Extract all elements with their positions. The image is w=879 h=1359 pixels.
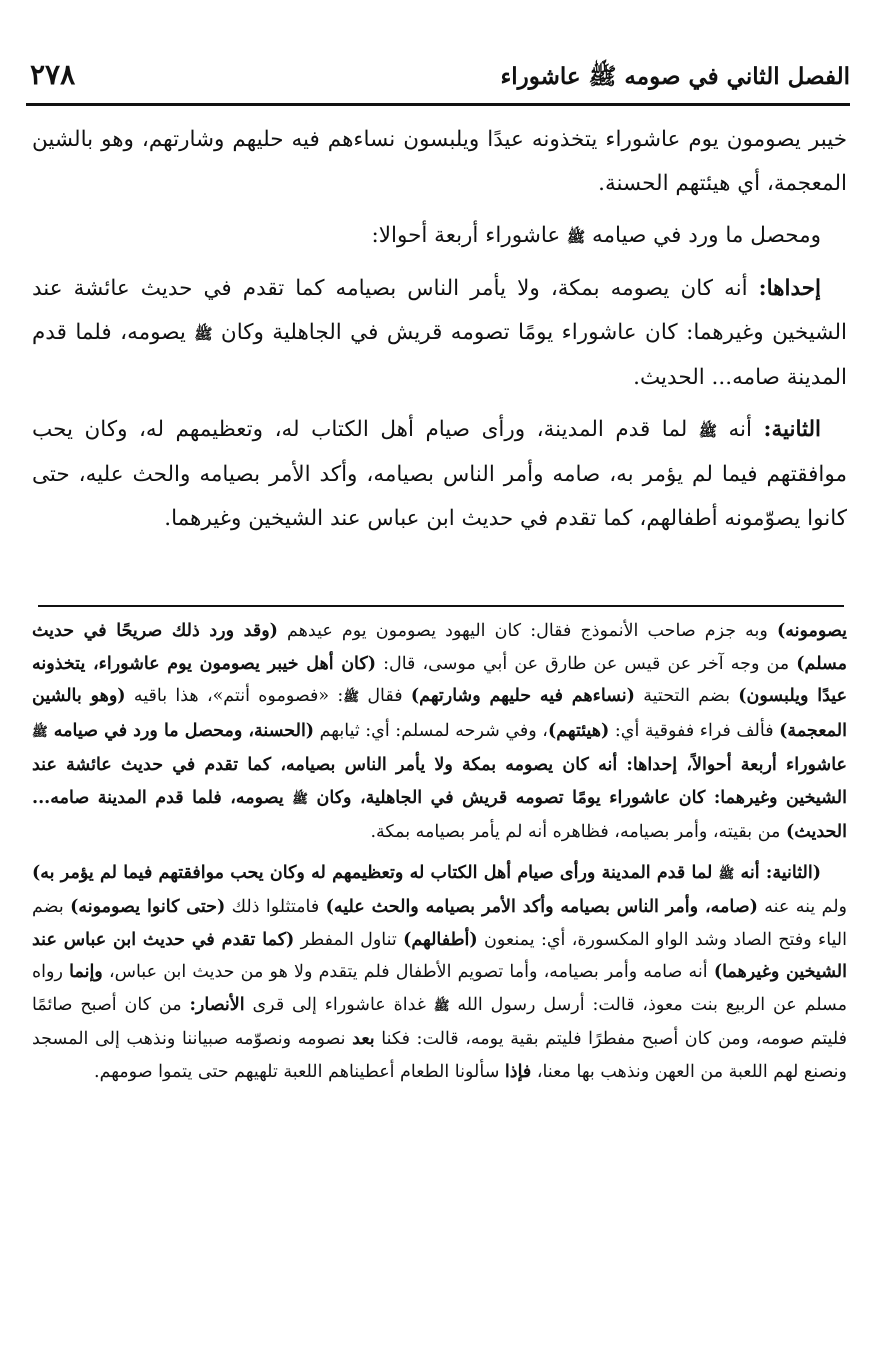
commentary-run: تناول المفطر: [294, 929, 404, 950]
main-text-run: يصومه، فلما قدم المدينة صامه... الحديث.: [32, 320, 847, 390]
main-text-run: خيبر يصومون يوم عاشوراء يتخذونه عيدًا ويلبسون نساءهم فيه حليهم وشارتهم، وهو بالشين المعجمة، أي هيئتهم الحسنة.: [32, 127, 847, 196]
commentary-run: غداة عاشوراء إلى قرى: [244, 994, 434, 1015]
commentary-footnotes: [32, 615, 847, 1096]
quoted-matn: (الثانية: أنه: [734, 862, 821, 883]
main-paragraph-3: [32, 267, 847, 400]
quoted-matn: الأنصار:: [189, 994, 245, 1015]
salawat-symbol: ﷺ: [718, 866, 735, 882]
quoted-matn: وإنما: [69, 962, 103, 982]
quoted-matn: فإذا: [504, 1061, 532, 1082]
quoted-matn: عاشوراء أربعة أحوالاً، إحداها: أنه كان يصومه بمكة ولا يأمر الناس بصيامه، كما تقدم في حديث عائشة عند الشيخين وغيرهما: كان عاشوراء يومًا تصومه قريش في الجاهلية، وكان: [32, 755, 847, 808]
commentary-run: وبه جزم صاحب الأنموذج فقال: كان اليهود يصومون يوم عيدهم: [277, 621, 777, 641]
footnote-paragraph-2: [32, 857, 847, 1089]
commentary-run: بضم الياء وفتح الصاد وشد الواو المكسورة، أي: يمنعون: [32, 897, 848, 950]
quoted-matn: (نساءهم فيه حليهم وشارتهم): [410, 686, 635, 706]
quoted-matn: (حتى كانوا يصومونه): [70, 897, 226, 917]
salawat-symbol: ﷺ: [567, 228, 586, 246]
quoted-matn: يصومه، فلما قدم المدينة صامه... الحديث): [32, 787, 847, 842]
quoted-matn: (الحسنة، ومحصل ما ورد في صيامه: [47, 720, 315, 741]
salawat-symbol: ﷺ: [31, 724, 48, 740]
commentary-run: بضم التحتية: [634, 686, 739, 706]
quoted-matn: (وقد ورد ذلك صريحًا في حديث مسلم): [32, 621, 847, 674]
commentary-run: : «فصوموه أنتم»، هذا باقيه: [125, 686, 344, 706]
footnote-divider: [38, 605, 844, 607]
commentary-run: فامتثلوا ذلك: [225, 897, 326, 917]
main-paragraph-1: [32, 118, 847, 206]
commentary-run: ، وفي شرحه لمسلم: أي: ثيابهم: [314, 720, 548, 741]
quoted-matn: يصومونه): [776, 621, 847, 641]
quoted-matn: (أطفالهم): [403, 929, 478, 950]
quoted-matn: (كما تقدم في حديث ابن عباس عند الشيخين وغيرهما): [32, 929, 848, 982]
salawat-symbol: ﷺ: [343, 690, 360, 705]
footnote-paragraph-1: [32, 615, 847, 849]
commentary-run: فألف فراء ففوقية أي:: [609, 720, 780, 741]
commentary-run: رواه مسلم عن الربيع بنت معوذ، قالت: أرسل رسول الله: [32, 962, 847, 1015]
salawat-symbol: ﷺ: [433, 998, 450, 1014]
commentary-run: ولم ينه عنه: [757, 897, 848, 917]
section-label: إحداها:: [758, 276, 821, 301]
salawat-symbol: ﷺ: [194, 325, 213, 343]
commentary-run: فقال: [359, 686, 411, 706]
quoted-matn: (صامه، وأمر الناس بصيامه وأكد الأمر بصيامه والحث عليه): [325, 897, 758, 917]
commentary-run: من كان أصبح صائمًا فليتم صومه، ومن كان أصبح مفطرًا فليتم بقية يومه، قالت: فكنا: [32, 994, 847, 1049]
main-text-run: لما قدم المدينة، ورأى صيام أهل الكتاب له، وتعظيمهم له، وكان يحب موافقتهم فيما لم يؤمر به، صامه وأمر الناس بصيامه، وأكد الأمر بصيامه والحث عليه، حتى كانوا يصوّمونه أطفالهم، كما تقدم في حديث ابن عباس عند الشيخين وغيرهما.: [32, 417, 847, 531]
chapter-title: الفصل الثاني في صومه ﷺ عاشوراء: [500, 63, 850, 90]
main-text: [32, 118, 847, 549]
commentary-run: من وجه آخر عن قيس عن طارق عن أبي موسى، قال:: [376, 653, 797, 674]
commentary-run: أنه صامه وأمر بصيامه، وأما تصويم الأطفال فلم يتقدم ولا هو من حديث ابن عباس،: [102, 962, 714, 982]
section-label: الثانية:: [763, 417, 822, 442]
commentary-run: سألونا الطعام أعطيناهم اللعبة تلهيهم حتى يتموا صومهم.: [94, 1061, 505, 1082]
quoted-matn: لما قدم المدينة ورأى صيام أهل الكتاب له وتعظيمهم له وكان يحب موافقتهم فيما لم يؤمر به): [32, 862, 719, 883]
commentary-run: من بقيته، وأمر بصيامه، فظاهره أنه لم يأمر بصيامه بمكة.: [370, 822, 786, 842]
page-number: ٢٧٨: [30, 58, 76, 91]
salawat-symbol: ﷺ: [698, 422, 717, 440]
main-text-run: أنه: [716, 417, 764, 442]
quoted-matn: بعد: [352, 1029, 375, 1049]
main-text-run: ومحصل ما ورد في صيامه: [585, 223, 821, 248]
header-divider: [26, 103, 850, 106]
main-paragraph-4: [32, 408, 847, 541]
main-text-run: أنه كان يصومه بمكة، ولا يأمر الناس بصيامه كما تقدم في حديث عائشة عند الشيخين وغيرهما: كان عاشوراء يومًا تصومه قريش في الجاهلية وكان: [32, 276, 847, 345]
quoted-matn: (هيئتهم): [547, 720, 610, 741]
quoted-matn: (وهو بالشين المعجمة): [32, 686, 847, 741]
quoted-matn: (كان أهل خيبر يصومون يوم عاشوراء، يتخذونه عيدًا ويلبسون): [32, 653, 848, 706]
main-text-run: عاشوراء أربعة أحوالا:: [371, 223, 568, 248]
main-paragraph-2: [32, 214, 847, 259]
page-header: [26, 58, 850, 98]
commentary-run: نصومه ونصوّمه صبياننا ونذهب إلى المسجد ونصنع لهم اللعبة من العهن ونذهب بها معنا،: [32, 1029, 847, 1082]
salawat-symbol: ﷺ: [292, 791, 308, 807]
